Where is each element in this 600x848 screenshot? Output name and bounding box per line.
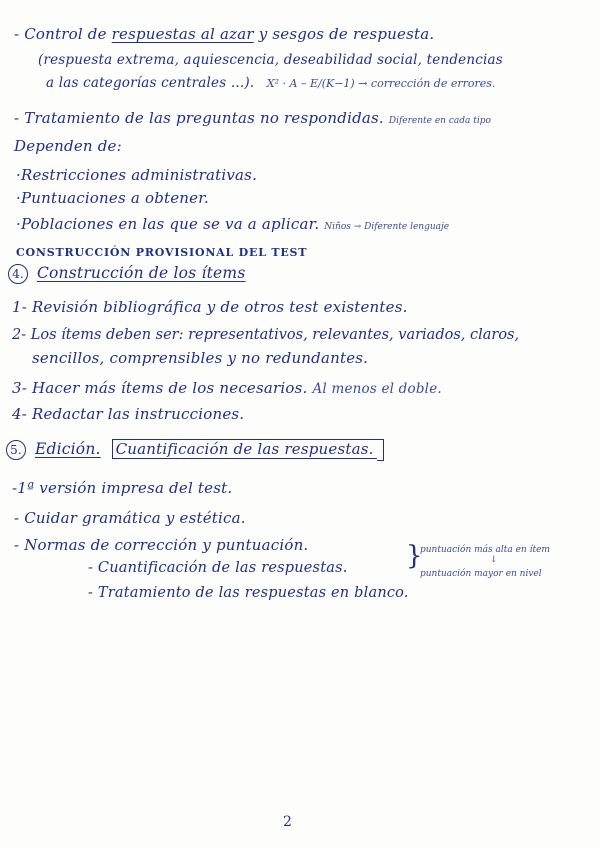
item-2: 2- Los ítems deben ser: representativos, relevantes, variados, claros, (12, 327, 520, 343)
edition-item-2: - Cuidar gramática y estética. (14, 509, 246, 527)
text: - Tratamiento de las preguntas no respondidas. (14, 109, 384, 127)
bullet-restricciones: ·Restricciones administrativas. (16, 166, 258, 184)
item-2-cont: sencillos, comprensibles y no redundantes. (32, 349, 369, 367)
bracket-close (377, 439, 384, 461)
section-title: Edición. (34, 440, 101, 458)
section-title: Construcción de los ítems (36, 264, 246, 282)
line-azar (14, 24, 434, 44)
line-categorias (46, 73, 495, 94)
formula-correction: X² · A – E/(K−1) → corrección de errores. (266, 77, 496, 90)
text: y sesgos de respuesta. (258, 25, 435, 43)
text: 3- Hacer más ítems de los necesarios. (12, 379, 308, 397)
margin-note: Al menos el doble. (312, 381, 442, 397)
line-sesgos-list: (respuesta extrema, aquiescencia, deseabilidad social, tendencias (38, 52, 503, 68)
item-1: 1- Revisión bibliográfica y de otros test existentes. (12, 298, 408, 316)
note-puntuacion-alta: puntuación más alta en ítem (420, 545, 550, 555)
heading-construccion-provisional: CONSTRUCCIÓN PROVISIONAL DEL TEST (16, 246, 308, 259)
item-3 (12, 378, 442, 399)
section-number: 5. (6, 440, 26, 460)
edition-item-3: - Normas de corrección y puntuación. (14, 536, 309, 554)
margin-note: Niños → Diferente lenguaje (324, 222, 450, 232)
brace: } (406, 541, 423, 571)
line-dependen: Dependen de: (14, 137, 122, 155)
text: - Control de (14, 25, 107, 43)
text: a las categorías centrales ...). (46, 75, 255, 91)
edition-subitem-1: - Cuantificación de las respuestas. (88, 560, 348, 576)
text: ·Poblaciones en las que se va a aplicar. (16, 215, 320, 233)
note-arrow: ↓ (490, 555, 498, 565)
margin-note: Diferente en cada tipo (388, 116, 491, 126)
note-puntuacion-nivel: puntuación mayor en nivel (420, 569, 542, 579)
page-number: 2 (283, 814, 292, 830)
edition-subitem-2: - Tratamiento de las respuestas en blanco. (88, 585, 409, 601)
item-4: 4- Redactar las instrucciones. (12, 405, 245, 423)
underlined-text: respuestas al azar (111, 25, 254, 43)
line-tratamiento (14, 108, 491, 131)
edition-item-1: -1ª versión impresa del test. (12, 479, 233, 497)
section-4-heading (8, 263, 245, 284)
section-5-heading (6, 439, 384, 461)
bullet-puntuaciones: ·Puntuaciones a obtener. (16, 189, 209, 207)
section-subtitle: Cuantificación de las respuestas. (112, 439, 377, 459)
section-number: 4. (8, 264, 28, 284)
bullet-poblaciones (16, 214, 449, 237)
